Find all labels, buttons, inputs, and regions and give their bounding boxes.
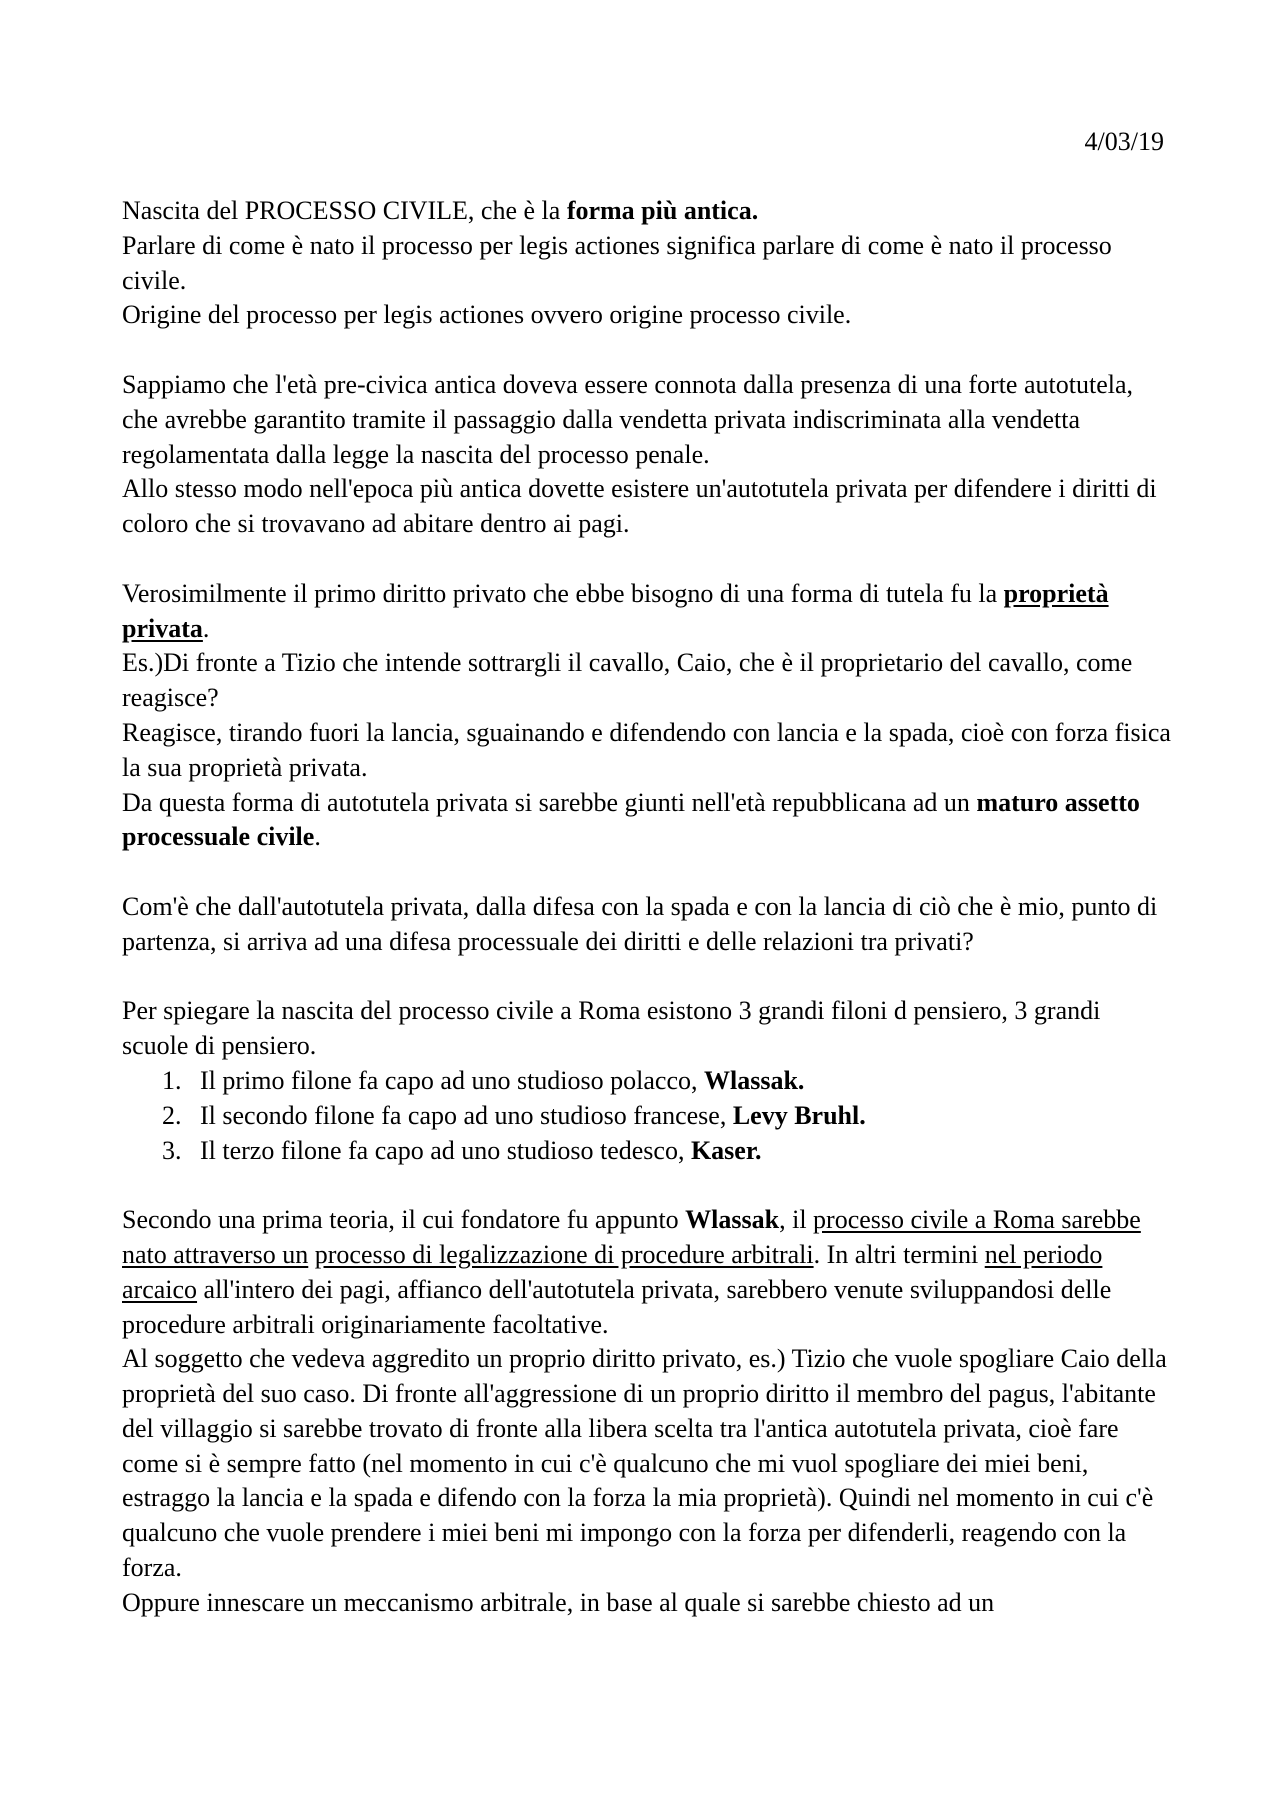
text-run: Secondo una prima teoria, il cui fondatore fu appunto bbox=[122, 1205, 686, 1235]
paragraph: Sappiamo che l'età pre-civica antica doveva essere connota dalla presenza di una forte autotutela, che avrebbe garantito tramite il passaggio dalla vendetta privata indiscriminata alla vendetta regolamentata dalla legge la nascita del processo penale. bbox=[122, 369, 1133, 469]
blank-line bbox=[122, 542, 1172, 577]
list-number: 2. bbox=[162, 1100, 182, 1130]
paragraph: Reagisce, tirando fuori la lancia, sguainando e difendendo con lancia e la spada, cioè con forza fisica la sua proprietà privata. bbox=[122, 717, 1171, 782]
bold-underlined-text: proprietà privata bbox=[122, 578, 1109, 643]
bold-text: maturo assetto processuale civile bbox=[122, 787, 1140, 852]
paragraph: Al soggetto che vedeva aggredito un proprio diritto privato, es.) Tizio che vuole spogliare Caio della proprietà del suo caso. Di fronte all'aggressione di un proprio diritto il membro del pagus, l'abitante del villaggio si sarebbe trovato di fronte alla libera scelta tra l'antica autotutela privata, cioè fare come si è sempre fatto (nel momento in cui c'è qualcuno che mi vuol spogliare dei miei beni, estraggo la lancia e la spada e difendo con la forza la mia proprietà). Quindi nel momento in cui c'è qualcuno che vuole prendere i miei beni mi impongo con la forza per difenderli, reagendo con la forza. bbox=[122, 1344, 1167, 1583]
bold-text: Wlassak. bbox=[703, 1065, 805, 1095]
bold-text: Levy Bruhl. bbox=[732, 1100, 866, 1130]
blank-line bbox=[122, 1168, 1172, 1203]
paragraph: Allo stesso modo nell'epoca più antica dovette esistere un'autotutela privata per difendere i diritti di coloro che si trovavano ad abitare dentro ai pagi. bbox=[122, 474, 1157, 539]
list-item bbox=[122, 1134, 1172, 1169]
text-run: Il primo filone fa capo ad uno studioso polacco, bbox=[200, 1065, 704, 1095]
paragraph: Com'è che dall'autotutela privata, dalla difesa con la spada e con la lancia di ciò che è mio, punto di partenza, si arriva ad una difesa processuale dei diritti e delle relazioni tra privati? bbox=[122, 891, 1158, 956]
text-run: Verosimilmente il primo diritto privato che ebbe bisogno di una forma di tutela fu la bbox=[122, 578, 1004, 608]
document-date: 4/03/19 bbox=[1084, 127, 1164, 156]
text-run: Il secondo filone fa capo ad uno studioso francese, bbox=[200, 1100, 733, 1130]
paragraph: Oppure innescare un meccanismo arbitrale, in base al quale si sarebbe chiesto ad un bbox=[122, 1587, 995, 1617]
text-run: . bbox=[202, 613, 210, 643]
paragraph bbox=[122, 1203, 1172, 1342]
bold-text: Kaser. bbox=[690, 1135, 762, 1165]
text-run: Da questa forma di autotutela privata si sarebbe giunti nell'età repubblicana ad un bbox=[122, 787, 977, 817]
blank-line bbox=[122, 333, 1172, 368]
paragraph-intro bbox=[122, 194, 1172, 229]
paragraph: Parlare di come è nato il processo per legis actiones significa parlare di come è nato il processo civile. bbox=[122, 230, 1112, 295]
numbered-list bbox=[122, 1064, 1172, 1168]
text-run: Il terzo filone fa capo ad uno studioso tedesco, bbox=[200, 1135, 691, 1165]
paragraph bbox=[122, 786, 1172, 856]
underlined-text: processo civile a Roma sarebbe nato attraverso un bbox=[122, 1205, 1141, 1269]
text-run: . bbox=[314, 822, 321, 852]
underlined-text: nel periodo arcaico bbox=[122, 1239, 1103, 1304]
text-run: . In altri termini bbox=[813, 1239, 985, 1269]
text-run: Nascita del PROCESSO CIVILE, che è la bbox=[122, 196, 567, 225]
paragraph: Es.)Di fronte a Tizio che intende sottrargli il cavallo, Caio, che è il proprietario del cavallo, come reagisce? bbox=[122, 648, 1133, 713]
text-run: all'intero dei pagi, affianco dell'autotutela privata, sarebbero venute sviluppandosi delle procedure arbitrali originariamente facoltative. bbox=[122, 1274, 1112, 1339]
blank-line bbox=[122, 960, 1172, 995]
list-number: 1. bbox=[162, 1065, 182, 1095]
blank-line bbox=[122, 855, 1172, 890]
bold-text: Wlassak bbox=[685, 1205, 780, 1235]
list-number: 3. bbox=[162, 1135, 182, 1165]
list-item bbox=[122, 1099, 1172, 1134]
document-body bbox=[122, 194, 1172, 1621]
paragraph: Per spiegare la nascita del processo civile a Roma esistono 3 grandi filoni d pensiero, 3 grandi scuole di pensiero. bbox=[122, 996, 1101, 1061]
paragraph bbox=[122, 577, 1172, 647]
paragraph: Origine del processo per legis actiones ovvero origine processo civile. bbox=[122, 300, 852, 330]
list-item bbox=[122, 1064, 1172, 1099]
text-run: , il bbox=[779, 1205, 814, 1235]
bold-text: forma più antica. bbox=[566, 196, 759, 225]
underlined-text: processo di legalizzazione di procedure arbitrali bbox=[314, 1239, 814, 1269]
